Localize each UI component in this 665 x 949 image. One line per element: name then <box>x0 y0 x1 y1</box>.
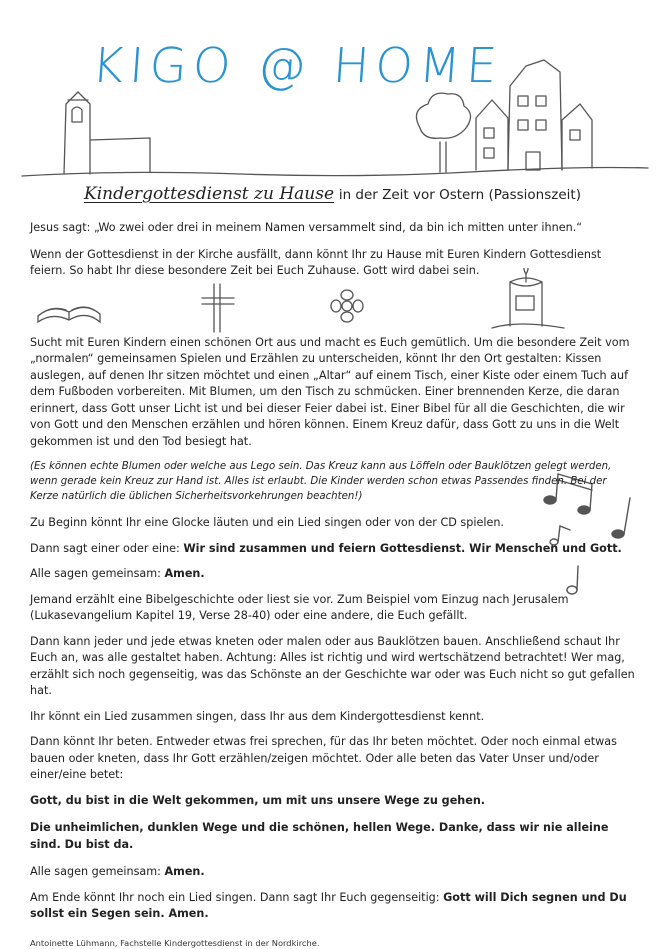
altar-icons-row <box>30 282 636 334</box>
paragraph-pray: Dann könnt Ihr beten. Entweder etwas frei sprechen, für das Ihr beten möchtet. Oder noch einmal etwas bauen oder kneten, dass Ihr Gott erzählen/zeigen möchtet. Oder alle beten das Vater Unser und/oder einer/eine betet: <box>30 735 617 781</box>
paragraph-create: Dann kann jeder und jede etwas kneten oder malen oder aus Bauklötzen bauen. Anschließend schaut Ihr Euch an, was alle gestaltet haben. Achtung: Alles ist richtig und wird wertschätzend betrachtet! Wer mag, erzählt sich noch gegenseitig, was das Schönste an der Geschichte war oder was Euch nicht so gut gefallen hat. <box>30 634 635 697</box>
paragraph-intro: Wenn der Gottesdienst in der Kirche ausfällt, dann könnt Ihr zu Hause mit Euren Kindern Gottesdienst feiern. So habt Ihr diese besondere Zeit bei Euch Zuhause. Gott wird dabei sein. <box>30 247 602 277</box>
paragraph-amen-1 <box>30 566 636 583</box>
page-title <box>0 184 665 204</box>
church-icon <box>64 92 150 174</box>
title-sub: in der Zeit vor Ostern (Passionszeit) <box>338 187 581 203</box>
paragraph-setup: Sucht mit Euren Kindern einen schönen Ort aus und macht es Euch gemütlich. Um die besondere Zeit vom „normalen“ gemeinsamen Spielen und Erzählen zu unterscheiden, könnt Ihr den Ort gestalten: Kissen auslegen, auf denen Ihr sitzen möchtet und einen „Altar“ auf einem Tisch, einer Kiste oder einem Tuch auf dem Fußboden vorbereiten. Mit Blumen, um den Tisch zu schmücken. Einer brennenden Kerze, die daran erinnert, dass Gott unser Licht ist und bei dieser Feier dabei ist. Einer Bibel für all die Geschichten, die wir von Gott und den Menschen erzählen und hören können. Einem Kreuz dafür, dass Gott zu uns in die Welt gekommen ist und den Tod besiegt hat. <box>30 335 630 448</box>
blessing-words: Gott will Dich segnen und Du sollst ein Segen sein. Amen. <box>30 890 627 920</box>
prayer-line-1: Gott, du bist in die Welt gekommen, um mit uns unsere Wege zu gehen. <box>30 793 486 807</box>
prayer-line-2: Die unheimlichen, dunklen Wege und die schönen, hellen Wege. Danke, dass wir nie alleine sind. Du bist da. <box>30 821 609 851</box>
amen-1-word: Amen. <box>164 567 205 580</box>
tree-icon <box>416 93 470 172</box>
title-main: Kindergottesdienst zu Hause <box>84 184 335 204</box>
amen-1-text: Alle sagen gemeinsam: <box>30 567 165 580</box>
paragraph-song: Ihr könnt ein Lied zusammen singen, dass Ihr aus dem Kindergottesdienst kennt. <box>30 709 485 723</box>
main-content <box>30 220 636 949</box>
intro-quote: Jesus sagt: „Wo zwei oder drei in meinem Namen versammelt sind, da bin ich mitten unter ihnen.“ <box>30 221 583 234</box>
brand-title: KIGO @ HOME <box>90 38 505 94</box>
bible-icon <box>34 286 104 326</box>
paragraph-blessing <box>30 890 636 923</box>
paragraph-story: Jemand erzählt eine Bibelgeschichte oder liest sie vor. Zum Beispiel vom Einzug nach Jerusalem (Lukasevangelium Kapitel 19, Verse 28-40) oder eine andere, die Euch gefällt. <box>30 592 569 622</box>
paragraph-opening <box>30 541 636 558</box>
paragraph-amen-2 <box>30 864 636 881</box>
author-credit: Antoinette Lühmann, Fachstelle Kindergottesdienst in der Nordkirche. <box>30 937 320 948</box>
amen-2-text: Alle sagen gemeinsam: <box>30 865 165 878</box>
paragraph-note: (Es können echte Blumen oder welche aus Lego sein. Das Kreuz kann aus Löffeln oder Bauklötzen gelegt werden, wenn gerade kein Kreuz zur Hand ist. Alles ist erlaubt. Die Kinder werden schon etwas Passendes finden. Bei der Kerze natürlich die üblichen Sicherheitsvorkehrungen beachten!) <box>30 461 612 502</box>
cross-icon <box>198 282 238 334</box>
opening-words: Wir sind zusammen und feiern Gottesdienst. Wir Menschen und Gott. <box>183 541 622 555</box>
blessing-text: Am Ende könnt Ihr noch ein Lied singen. Dann sagt Ihr Euch gegenseitig: <box>30 890 444 904</box>
amen-2-word: Amen. <box>164 865 205 878</box>
flower-icon <box>326 288 368 328</box>
candle-icon <box>488 268 568 336</box>
paragraph-bell: Zu Beginn könnt Ihr eine Glocke läuten und ein Lied singen oder von der CD spielen. <box>30 516 504 529</box>
opening-text: Dann sagt einer oder eine: <box>30 541 184 555</box>
